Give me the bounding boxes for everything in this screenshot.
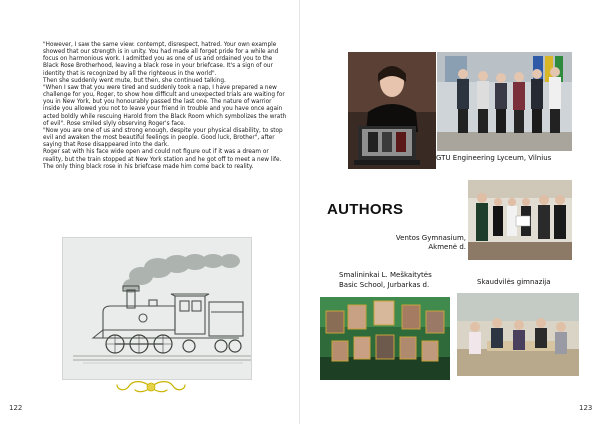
story-paragraph: Roger sat with his face wide open and could not figure out if it was a dream or reality, but the train stopped at New York station and he got off to meet a new life. The only thing black rose in his briefcase made him come back to reality. bbox=[43, 149, 282, 170]
ventos-group-photo bbox=[468, 180, 572, 260]
caption-smalininkai-line1: Smalininkai L. Meškaitytės bbox=[339, 271, 432, 279]
caption-ventos-line2: Akmenė d. bbox=[428, 243, 466, 251]
decorative-ornament bbox=[113, 378, 189, 396]
authors-heading: AUTHORS bbox=[327, 201, 404, 218]
locomotive-sketch bbox=[62, 237, 252, 380]
page-number-right: 123 bbox=[579, 404, 593, 412]
caption-gtu: GTU Engineering Lyceum, Vilnius bbox=[436, 154, 552, 162]
caption-smalininkai-line2: Basic School, Jurbarkas d. bbox=[339, 281, 430, 289]
smalininkai-collage-photo bbox=[320, 297, 450, 380]
page-number-left: 122 bbox=[9, 404, 23, 412]
caption-skaudvile: Skaudvilės gimnazija bbox=[477, 278, 551, 286]
story-paragraph: "When I saw that you were tired and suddenly took a nap, I have prepared a new challenge for you, Roger, to show how difficult and unexpected trials are waiting for you in New York, but you honourably passed the last one. The nature of warrior inside you allowed you not to leave your friend in trouble and you have once again acted boldly while rescuing Harold from the Black Room which symbolizes the wrath of evil". Rose smiled slyly observing Roger's face. bbox=[43, 84, 287, 127]
girl-laptop-photo bbox=[348, 52, 436, 169]
skaudvile-classroom-photo bbox=[457, 293, 579, 376]
story-paragraph: "However, I saw the same view: contempt, disrespect, hatred. Your own example showed that our strength is in unity. You had made all forget pride for a while and focus on harmonious work. I admitted you as one of us and ordained you to the Black Rose Brotherhood, leaving a black rose in your briefcase. It's a sign of our identity that is recognized by all the righteous in the world". bbox=[43, 42, 279, 77]
story-paragraph: "Now you are one of us and strong enough, despite your physical disability, to stop evil and awaken the most beautiful feelings in people. Good luck, Brother", after saying that Rose disappeared into the dark. bbox=[43, 127, 283, 149]
story-paragraph: Then she suddenly went mute, but then, she continued talking. bbox=[43, 77, 226, 84]
book-spine bbox=[299, 0, 300, 424]
caption-ventos-line1: Ventos Gymnasium, bbox=[395, 234, 466, 242]
gtu-group-photo bbox=[437, 52, 572, 151]
story-text bbox=[43, 42, 287, 171]
